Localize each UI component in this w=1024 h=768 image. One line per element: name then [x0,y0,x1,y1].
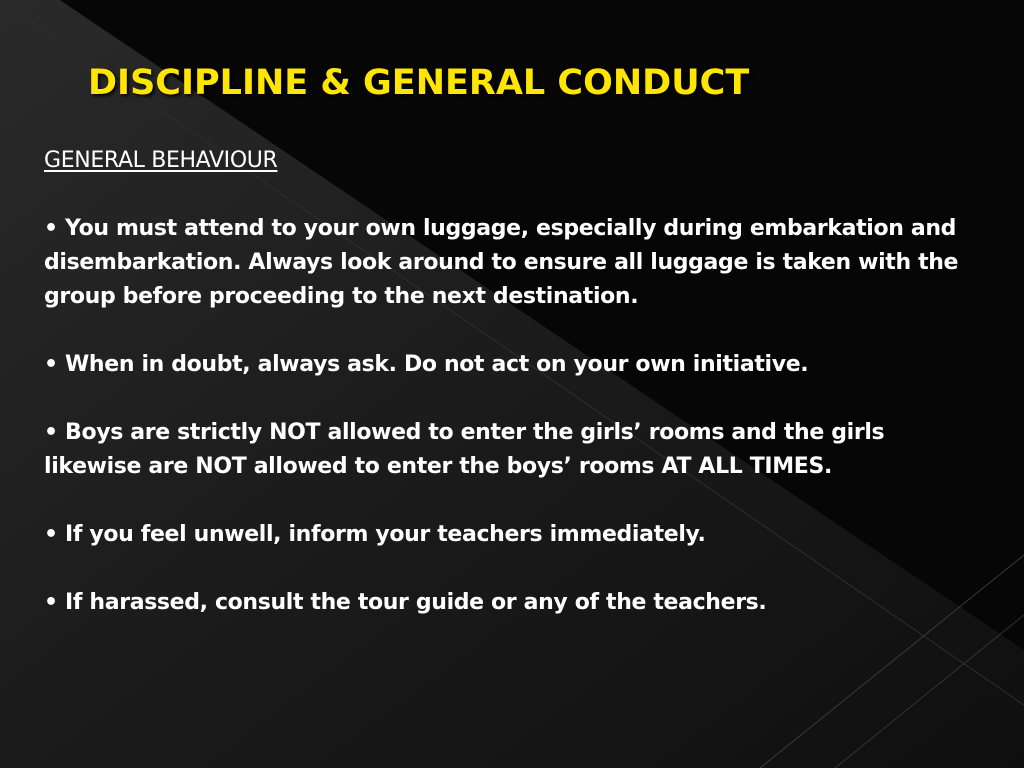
bullet-ask: • When in doubt, always ask. Do not act on your own initiative. [44,352,809,377]
section-heading: GENERAL BEHAVIOUR [44,148,278,173]
slide-title: DISCIPLINE & GENERAL CONDUCT [88,63,750,103]
bullet-rooms: • Boys are strictly NOT allowed to enter the girls’ rooms and the girls likewise are NOT allowed to enter the boys’ rooms AT ALL TIMES. [44,420,885,479]
bullet-luggage: • You must attend to your own luggage, especially during embarkation and disembarkation. Always look around to ensure all luggage is taken with the group before proceeding to the next destination. [44,216,959,309]
slide-body [44,144,984,620]
bullet-unwell: • If you feel unwell, inform your teachers immediately. [44,522,706,547]
bullet-harassed: • If harassed, consult the tour guide or any of the teachers. [44,590,767,615]
